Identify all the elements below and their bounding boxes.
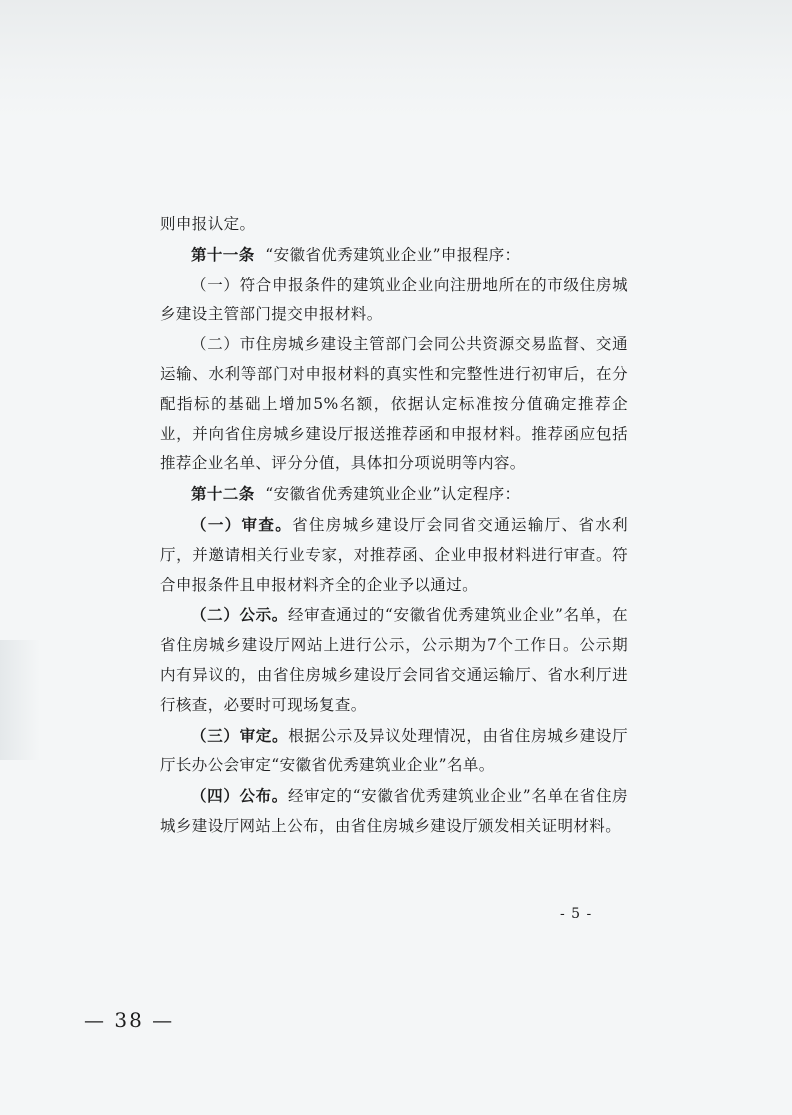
paragraph-text: 根据公示及异议处理情况，由省住房城乡建设厅厅长办公会审定“安徽省优秀建筑业企业”名单。: [160, 726, 629, 775]
outer-page-number: — 38 —: [84, 1008, 175, 1032]
article-12-heading: [160, 479, 628, 510]
item-lead: （一）审查。: [191, 514, 293, 534]
article-11-item-2: [160, 330, 628, 479]
article-12-item-approval: [160, 721, 628, 782]
item-lead: （二）公示。: [191, 605, 288, 625]
paragraph-text: “安徽省优秀建筑业企业”认定程序：: [265, 485, 521, 504]
paragraph-text: 经审查通过的“安徽省优秀建筑业企业”名单，在省住房城乡建设厅网站上进行公示，公示期为7个工作日。公示期内有异议的，由省住房城乡建设厅会同省交通运输厅、省水利厅进行核查，必要时可现场复查。: [160, 606, 628, 714]
item-lead: （三）审定。: [191, 725, 289, 745]
paragraph-text: （一）符合申报条件的建筑业企业向注册地所在的市级住房城乡建设主管部门提交申报材料。: [160, 275, 628, 324]
item-lead: （四）公布。: [191, 786, 288, 806]
scan-shade-top: [0, 0, 792, 120]
article-number: 第十一条: [191, 244, 255, 264]
paragraph-text: 则申报认定。: [160, 215, 256, 233]
paragraph-text: 省住房城乡建设厅会同省交通运输厅、省水利厅，并邀请相关行业专家，对推荐函、企业申报材料进行审查。符合申报条件且申报材料齐全的企业予以通过。: [160, 515, 628, 594]
article-number: 第十二条: [191, 484, 255, 504]
paragraph-text: （二）市住房城乡建设主管部门会同公共资源交易监督、交通运输、水利等部门对申报材料的真实性和完整性进行初审后，在分配指标的基础上增加5%名额，依据认定标准按分值确定推荐企业，并向省住房城乡建设厅报送推荐函和申报材料。推荐函应包括推荐企业名单、评分分值，具体扣分项说明等内容。: [160, 335, 628, 473]
document-body: [160, 210, 628, 842]
article-12-item-publicity: [160, 600, 628, 720]
article-11-heading: [160, 240, 628, 271]
inner-page-number: - 5 -: [560, 906, 593, 922]
scan-shade-left: [0, 640, 40, 760]
paragraph-text: 经审定的“安徽省优秀建筑业企业”名单在省住房城乡建设厅网站上公布，由省住房城乡建设厅颁发相关证明材料。: [160, 787, 628, 835]
article-11-item-1: [160, 271, 628, 331]
article-12-item-announcement: [160, 781, 628, 842]
paragraph-1: [160, 210, 628, 240]
paragraph-text: “安徽省优秀建筑业企业”申报程序：: [265, 245, 521, 264]
article-12-item-review: [160, 510, 628, 600]
